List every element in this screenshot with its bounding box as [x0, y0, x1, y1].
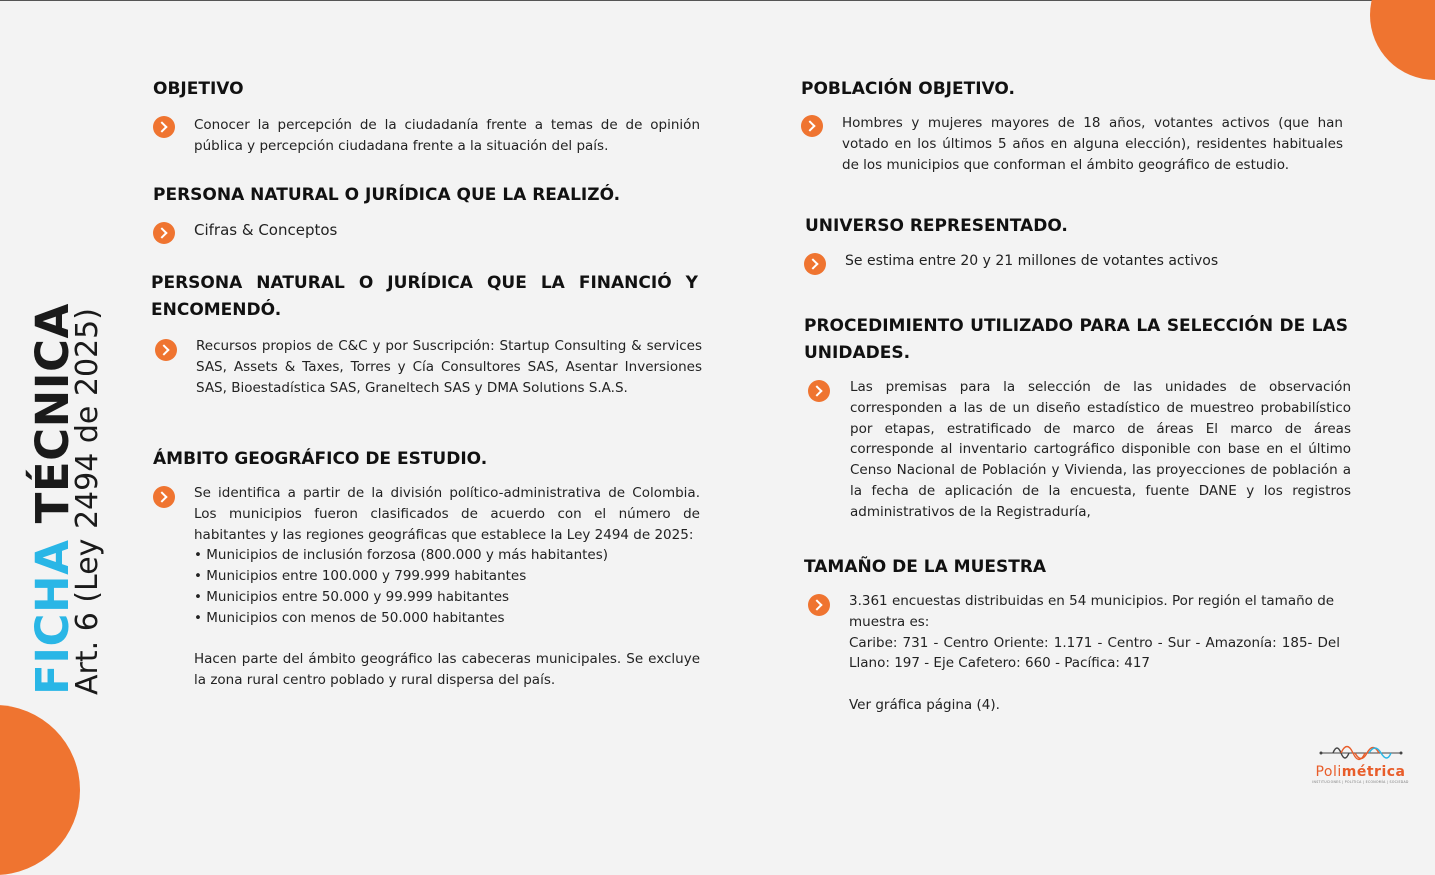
- text-financio: Recursos propios de C&C y por Suscripción: Startup Consulting & services SAS, Assets & Taxes, Torres y Cía Consultores SAS, Asentar Inversiones SAS, Bioestadística SAS, Graneltech SAS y DMA Solutions S.A.S.: [196, 338, 702, 396]
- muestra-text-1: 3.361 encuestas distribuidas en 54 municipios. Por región el tamaño de muestra es:: [849, 593, 1335, 630]
- logo-name: Polimétrica: [1315, 764, 1406, 780]
- vertical-title: [26, 303, 105, 695]
- heading-procedimiento: PROCEDIMIENTO UTILIZADO PARA LA SELECCIÓN DE LAS UNIDADES.: [804, 316, 1348, 363]
- ambito-intro: Se identifica a partir de la división político-administrativa de Colombia. Los municipios fueron clasificados de acuerdo con el número de habitantes y las regiones geográficas que establece la Ley 2494 de 2025:: [194, 485, 700, 543]
- heading-financio: PERSONA NATURAL O JURÍDICA QUE LA FINANCIÓ Y ENCOMENDÓ.: [151, 273, 698, 320]
- title-subtitle: Art. 6 (Ley 2494 de 2025): [70, 308, 105, 695]
- text-realizo: Cifras & Conceptos: [194, 221, 338, 239]
- decorative-circle-bottom-left: [0, 705, 80, 875]
- logo-tagline: INSTITUCIONES | POLÍTICA | ECONOMÍA | SOCIEDAD: [1312, 780, 1409, 784]
- chevron-right-icon: [153, 486, 175, 508]
- heading-realizo: PERSONA NATURAL O JURÍDICA QUE LA REALIZÓ.: [153, 185, 621, 205]
- heading-poblacion: POBLACIÓN OBJETIVO.: [801, 79, 1015, 99]
- text-procedimiento: Las premisas para la selección de las unidades de observación corresponden a las de un diseño estadístico de muestreo probabilístico por etapas, estratificado de marco de áreas El marco de áreas corresponde al inventario cartográfico disponible con base en el último Censo Nacional de Población y Vivienda, las proyecciones de población a la fecha de aplicación de la encuesta, fuente DANE y los registros administrativos de la Registraduría,: [850, 379, 1351, 520]
- heading-ambito: ÁMBITO GEOGRÁFICO DE ESTUDIO.: [153, 449, 488, 469]
- decorative-circle-top-right: [1370, 0, 1435, 80]
- chevron-right-icon: [808, 380, 830, 402]
- ambito-list-item: • Municipios entre 50.000 y 99.999 habitantes: [194, 588, 510, 605]
- chevron-right-icon: [153, 222, 175, 244]
- text-ambito: [194, 483, 700, 691]
- ambito-list-item: • Municipios entre 100.000 y 799.999 habitantes: [194, 568, 527, 585]
- waveform-icon: [1319, 740, 1403, 766]
- top-border-line: [0, 0, 1435, 1]
- title-tecnica: TÉCNICA: [26, 303, 79, 524]
- heading-universo: UNIVERSO REPRESENTADO.: [805, 216, 1068, 236]
- muestra-text-3: Ver gráfica página (4).: [849, 696, 1000, 713]
- title-ficha: FICHA: [26, 539, 79, 695]
- ambito-list-item: • Municipios con menos de 50.000 habitantes: [194, 609, 505, 626]
- chevron-right-icon: [155, 339, 177, 361]
- vertical-title-main: [26, 303, 79, 695]
- muestra-text-2: Caribe: 731 - Centro Oriente: 1.171 - Centro - Sur - Amazonía: 185- Del Llano: 197 - Eje Cafetero: 660 - Pacífica: 417: [849, 634, 1340, 672]
- text-universo: Se estima entre 20 y 21 millones de votantes activos: [845, 253, 1219, 269]
- text-objetivo: Conocer la percepción de la ciudadanía frente a temas de de opinión pública y percepción ciudadana frente a la situación del país.: [194, 117, 700, 154]
- chevron-right-icon: [804, 253, 826, 275]
- heading-muestra: TAMAÑO DE LA MUESTRA: [804, 557, 1047, 577]
- chevron-right-icon: [801, 115, 823, 137]
- heading-objetivo: OBJETIVO: [153, 79, 244, 99]
- ambito-closing: Hacen parte del ámbito geográfico las cabeceras municipales. Se excluye la zona rural centro poblado y rural dispersa del país.: [194, 651, 700, 689]
- polimetrica-logo: [1308, 740, 1413, 784]
- text-poblacion: Hombres y mujeres mayores de 18 años, votantes activos (que han votado en los últimos 5 años en alguna elección), residentes habituales de los municipios que conforman el ámbito geográfico de estudio.: [842, 115, 1343, 173]
- text-muestra: [849, 591, 1340, 716]
- chevron-right-icon: [153, 116, 175, 138]
- chevron-right-icon: [808, 594, 830, 616]
- ambito-list-item: • Municipios de inclusión forzosa (800.000 y más habitantes): [194, 547, 609, 564]
